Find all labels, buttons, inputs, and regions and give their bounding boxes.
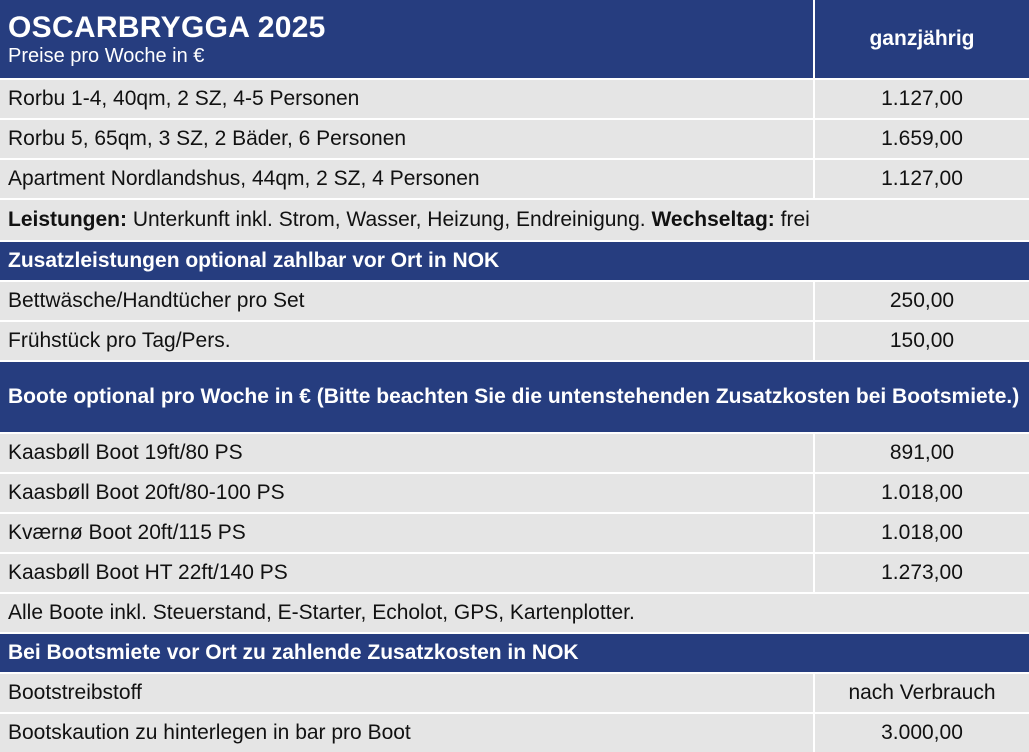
boat-label: Kværnø Boot 20ft/115 PS — [0, 514, 813, 552]
services-note — [0, 200, 1029, 240]
accommodation-label: Rorbu 1-4, 40qm, 2 SZ, 4-5 Personen — [0, 80, 813, 118]
accommodation-price: 1.659,00 — [815, 120, 1029, 158]
boats-section-heading: Boote optional pro Woche in € (Bitte beachten Sie die untenstehenden Zusatzkosten bei Bootsmiete.) — [0, 362, 1029, 432]
boat-cost-price: nach Verbrauch — [815, 674, 1029, 712]
extra-label: Frühstück pro Tag/Pers. — [0, 322, 813, 360]
boat-price: 1.018,00 — [815, 474, 1029, 512]
boat-price: 1.018,00 — [815, 514, 1029, 552]
page-subtitle: Preise pro Woche in € — [8, 45, 205, 68]
accommodation-price: 1.127,00 — [815, 80, 1029, 118]
boats-note: Alle Boote inkl. Steuerstand, E-Starter, Echolot, GPS, Kartenplotter. — [0, 594, 1029, 632]
boat-label: Kaasbøll Boot HT 22ft/140 PS — [0, 554, 813, 592]
accommodation-price: 1.127,00 — [815, 160, 1029, 198]
boat-cost-label: Bootskaution zu hinterlegen in bar pro Boot — [0, 714, 813, 752]
column-header-season: ganzjährig — [815, 0, 1029, 78]
extra-price: 150,00 — [815, 322, 1029, 360]
services-note-text: Unterkunft inkl. Strom, Wasser, Heizung, Endreinigung. — [127, 208, 652, 232]
boat-price: 1.273,00 — [815, 554, 1029, 592]
boat-price: 891,00 — [815, 434, 1029, 472]
boat-cost-price: 3.000,00 — [815, 714, 1029, 752]
accommodation-label: Rorbu 5, 65qm, 3 SZ, 2 Bäder, 6 Personen — [0, 120, 813, 158]
boat-label: Kaasbøll Boot 20ft/80-100 PS — [0, 474, 813, 512]
boat-label: Kaasbøll Boot 19ft/80 PS — [0, 434, 813, 472]
accommodation-label: Apartment Nordlandshus, 44qm, 2 SZ, 4 Personen — [0, 160, 813, 198]
table-title-cell — [0, 0, 813, 78]
boat-cost-label: Bootstreibstoff — [0, 674, 813, 712]
changeover-day-label: Wechseltag: — [651, 208, 775, 232]
boat-costs-section-heading: Bei Bootsmiete vor Ort zu zahlende Zusatzkosten in NOK — [0, 634, 1029, 672]
extras-section-heading: Zusatzleistungen optional zahlbar vor Ort in NOK — [0, 242, 1029, 280]
extra-label: Bettwäsche/Handtücher pro Set — [0, 282, 813, 320]
extra-price: 250,00 — [815, 282, 1029, 320]
services-note-label: Leistungen: — [8, 208, 127, 232]
page-title: OSCARBRYGGA 2025 — [8, 10, 326, 44]
changeover-day-value: frei — [774, 208, 810, 232]
